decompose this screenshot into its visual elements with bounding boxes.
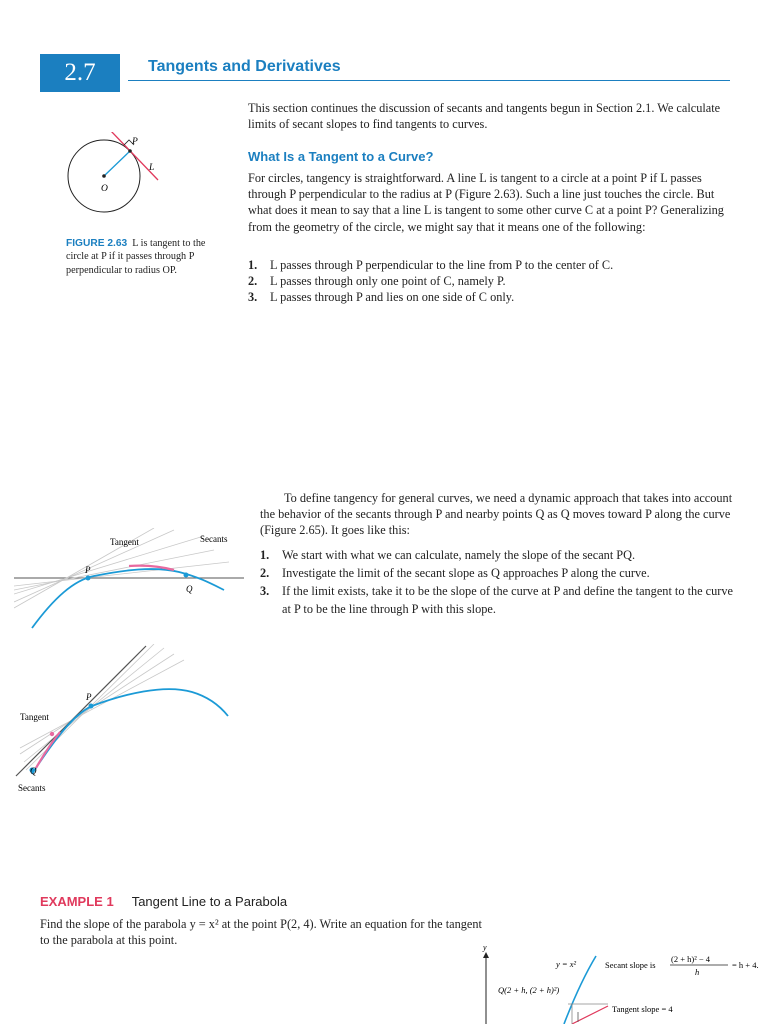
q-label: Q(2 + h, (2 + h)²) — [498, 985, 560, 995]
list-number: 3. — [260, 584, 270, 598]
list-item — [248, 289, 732, 305]
list-item — [260, 582, 734, 618]
figure-263-caption — [66, 237, 224, 277]
tangent-point-p — [128, 149, 132, 153]
moving-point — [50, 732, 54, 736]
curve-c — [32, 689, 228, 774]
list-number: 2. — [248, 274, 258, 289]
list-text: We start with what we can calculate, namely the slope of the secant PQ. — [282, 548, 636, 562]
secant-slope-prefix: Secant slope is — [605, 960, 656, 970]
curve-label: y = x² — [556, 959, 577, 969]
caption-text: L is tangent to the circle at P if it passes through P perpendicular to radius OP. — [66, 238, 206, 276]
example-title: Tangent Line to a Parabola — [131, 894, 288, 909]
figure-example-parabola — [478, 942, 768, 1024]
tangent-line — [16, 646, 146, 776]
label-o: O — [101, 184, 108, 194]
list-number: 3. — [248, 290, 258, 305]
y-axis-arrow — [483, 952, 489, 958]
secant-fraction-numerator: (2 + h)² − 4 — [671, 954, 711, 964]
label-tangent: Tangent — [110, 537, 139, 547]
tangency-paragraph: For circles, tangency is straightforward. A line L is tangent to a circle at a point P if L passes through P perpendicular to the radius at P (Figure 2.63). Such a line just touches the circle. But what does it mean to say that a line L is tangent to some other curve C at a point P? Generalizing from the geometry of the circle, we might say that it means one of the following: — [248, 171, 724, 234]
label-secants: Secants — [18, 783, 46, 793]
example-number: EXAMPLE 1 — [40, 894, 114, 909]
dynamic-approach-paragraph: To define tangency for general curves, we need a dynamic approach that takes into account the behavior of the secants through P and nearby points Q as Q moves toward P along the curve (Figure 2.65). It goes like this: — [260, 491, 733, 538]
list-text: Investigate the limit of the secant slope as Q approaches P along the curve. — [282, 566, 650, 580]
tangent-slope-label: Tangent slope = 4 — [612, 1004, 673, 1014]
list-item — [260, 564, 734, 582]
list-text: L passes through only one point of C, namely P. — [270, 274, 506, 289]
secant-slope-result: = h + 4. — [732, 960, 759, 970]
list-number: 2. — [260, 566, 270, 580]
intro-paragraph: This section continues the discussion of secants and tangents begun in Section 2.1. We calculate limits of secant slopes to find tangents to curves. — [248, 101, 721, 132]
figure-secants-upper — [14, 528, 244, 632]
label-p: P — [85, 565, 91, 575]
point-p — [89, 704, 94, 709]
figure-circle-tangent — [58, 132, 178, 230]
subsection-heading: What Is a Tangent to a Curve? — [248, 149, 434, 164]
list-item — [260, 546, 734, 564]
list-item — [248, 273, 732, 289]
section-number-box: 2.7 — [40, 54, 120, 92]
label-q: Q — [186, 584, 193, 594]
dynamic-steps-list — [260, 546, 734, 618]
list-text: L passes through P and lies on one side of C only. — [270, 290, 515, 305]
center-point-o — [102, 174, 106, 178]
label-secants: Secants — [200, 534, 228, 544]
section-title: Tangents and Derivatives — [148, 58, 341, 75]
list-item — [248, 257, 732, 273]
label-l: L — [149, 163, 155, 173]
list-text: L passes through P perpendicular to the line from P to the center of C. — [270, 258, 614, 272]
label-q: Q — [30, 766, 37, 776]
tangent-line — [572, 1006, 608, 1024]
label-p: P — [132, 137, 138, 147]
section-title-rule — [128, 80, 730, 81]
list-number: 1. — [260, 548, 270, 562]
caption-label: FIGURE 2.63 — [66, 238, 128, 249]
secant-fraction-denominator: h — [695, 967, 700, 977]
label-tangent: Tangent — [20, 712, 49, 722]
point-p — [86, 576, 91, 581]
secant-lines — [20, 644, 184, 770]
list-number: 1. — [248, 258, 258, 272]
point-q — [184, 573, 189, 578]
figure-secants-lower — [14, 644, 244, 800]
tangency-criteria-list — [248, 257, 732, 306]
radius-line — [104, 151, 130, 176]
axis-label-y: y — [483, 943, 487, 952]
example-paragraph: Find the slope of the parabola y = x² at the point P(2, 4). Write an equation for the tangent to the parabola at this point. — [40, 917, 482, 948]
label-p: P — [86, 692, 92, 702]
list-text: If the limit exists, take it to be the slope of the curve at P and define the tangent to the curve at P to be the line through P with this slope. — [282, 584, 733, 616]
example-heading — [40, 894, 287, 909]
